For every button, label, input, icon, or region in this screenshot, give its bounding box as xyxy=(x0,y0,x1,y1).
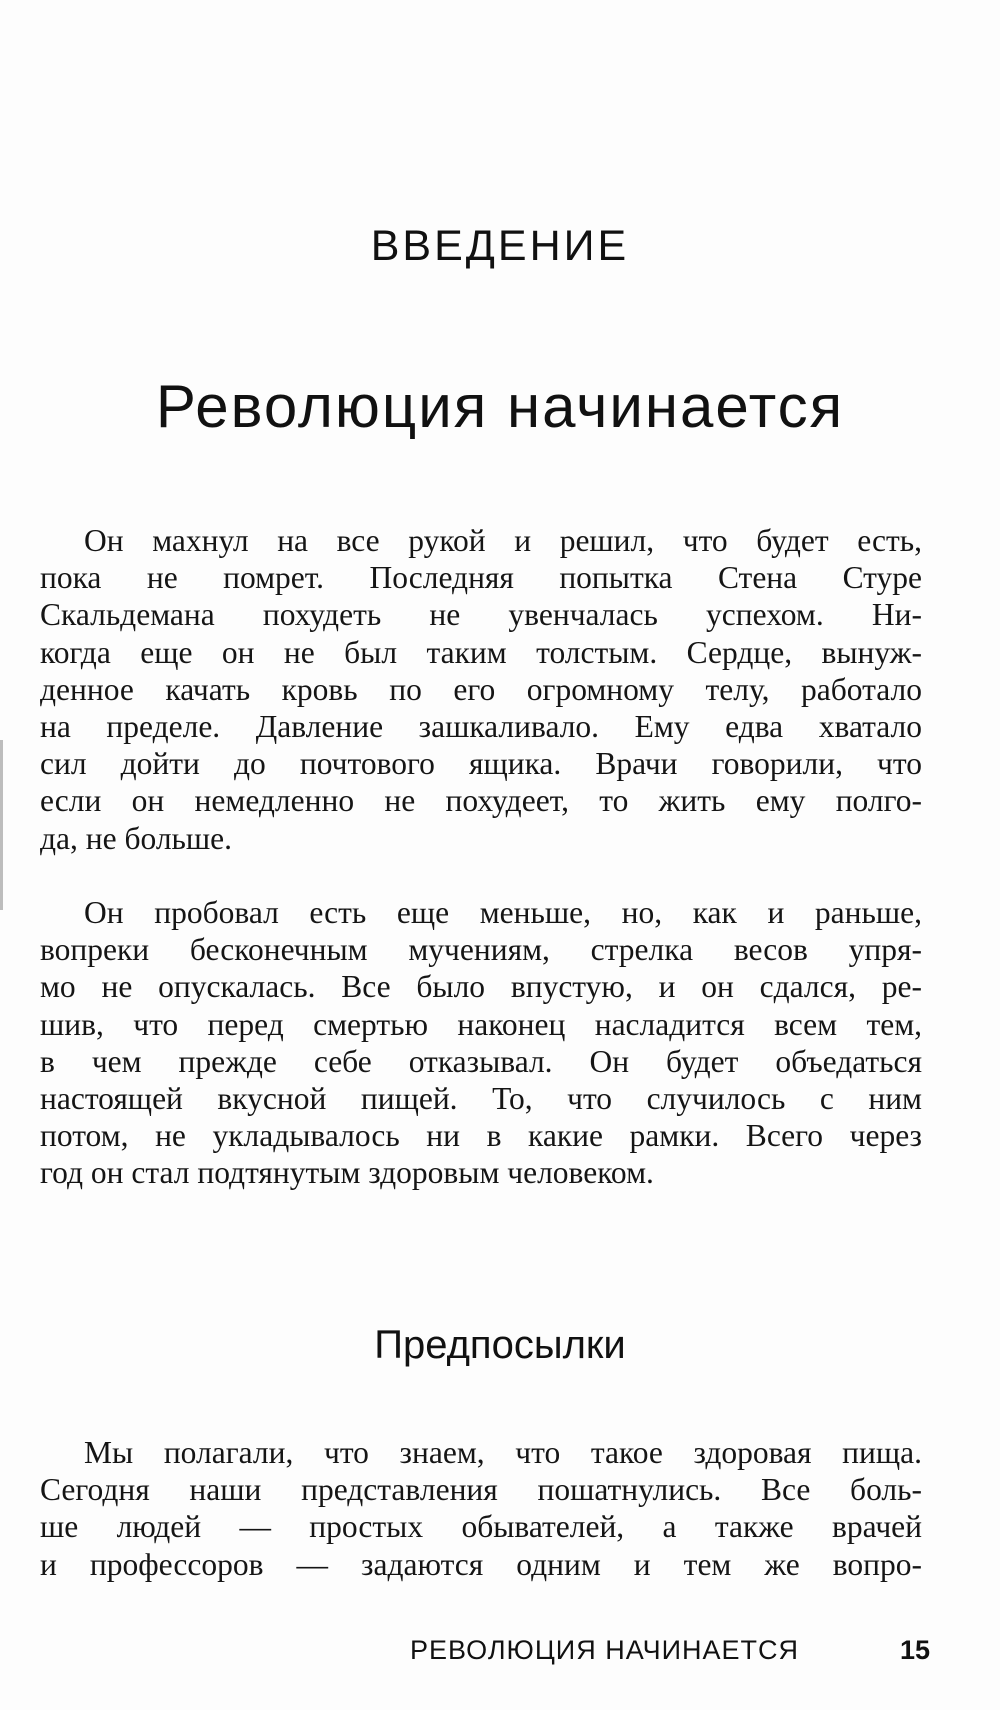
text-line: год он стал подтянутым здоровым человеком. xyxy=(40,1155,654,1191)
text-line: вопреки бесконечным мучениям, стрелка весов упря- xyxy=(40,932,922,968)
text-line: на пределе. Давление зашкаливало. Ему едва хватало xyxy=(40,709,922,745)
paragraph-3 xyxy=(40,1434,922,1583)
subheading: Предпосылки xyxy=(374,1323,626,1367)
text-line: настоящей вкусной пищей. То, что случилось с ним xyxy=(40,1081,922,1117)
text-line: Скальдемана похудеть не увенчалась успехом. Ни- xyxy=(40,597,922,633)
text-line: Он пробовал есть еще меньше, но, как и раньше, xyxy=(84,895,922,930)
running-title: РЕВОЛЮЦИЯ НАЧИНАЕТСЯ xyxy=(410,1635,800,1665)
chapter-title: Революция начинается xyxy=(155,373,845,440)
text-line: мо не опускалась. Все было впустую, и он сдался, ре- xyxy=(40,969,922,1005)
text-line: шив, что перед смертью наконец насладится всем тем, xyxy=(40,1006,922,1042)
paragraph-1 xyxy=(40,522,922,857)
text-line: и профессоров — задаются одним и тем же вопро- xyxy=(40,1546,922,1582)
text-line: Он махнул на все рукой и решил, что будет есть, xyxy=(84,523,922,558)
text-line: Сегодня наши представления пошатнулись. Все боль- xyxy=(40,1472,922,1508)
page-number: 15 xyxy=(899,1635,930,1665)
text-line: Мы полагали, что знаем, что такое здоровая пища. xyxy=(84,1435,922,1470)
text-line: да, не больше. xyxy=(40,820,233,856)
text-line: когда еще он не был таким толстым. Сердце, вынуж- xyxy=(40,634,922,670)
text-line: ше людей — простых обывателей, а также врачей xyxy=(40,1509,922,1545)
text-line: потом, не укладывалось ни в какие рамки. Всего через xyxy=(40,1118,922,1154)
text-line: пока не помрет. Последняя попытка Стена Стуре xyxy=(40,560,922,596)
section-label: ВВЕДЕНИЕ xyxy=(370,222,630,270)
running-footer xyxy=(410,1635,930,1666)
paragraph-2 xyxy=(40,894,922,1192)
text-line: если он немедленно не похудеет, то жить ему полго- xyxy=(40,783,922,819)
scan-margin-shadow xyxy=(0,740,3,910)
text-line: сил дойти до почтового ящика. Врачи говорили, что xyxy=(40,746,922,782)
text-line: в чем прежде себе отказывал. Он будет объедаться xyxy=(40,1043,922,1079)
text-line: денное качать кровь по его огромному телу, работало xyxy=(40,671,922,707)
